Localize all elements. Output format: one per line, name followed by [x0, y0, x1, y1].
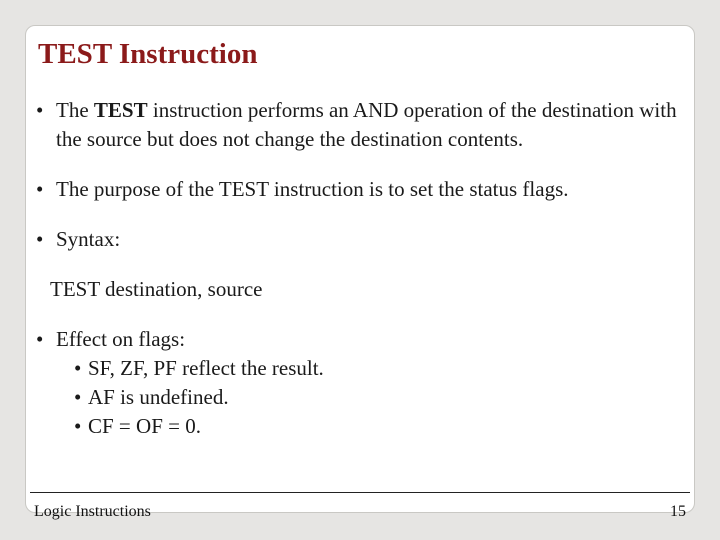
flag-item	[36, 383, 686, 412]
bullet-icon: •	[36, 327, 44, 351]
bullet-syntax	[36, 225, 686, 254]
footer-divider	[30, 492, 690, 493]
effect-heading: Effect on flags:	[56, 327, 186, 351]
bullet-purpose	[36, 175, 686, 204]
flag-item	[36, 412, 686, 441]
bullet-icon: •	[74, 414, 82, 438]
slide-body	[36, 96, 686, 441]
bullet-icon: •	[74, 356, 82, 380]
bullet-icon: •	[36, 98, 44, 122]
bullet-test-description	[36, 96, 686, 154]
flag-item-text: CF = OF = 0.	[88, 414, 201, 438]
syntax-line: TEST destination, source	[50, 277, 263, 301]
flag-item-text: AF is undefined.	[88, 385, 229, 409]
syntax-heading: Syntax:	[56, 227, 121, 251]
bullet-icon: •	[74, 385, 82, 409]
bullet-effect-on-flags	[36, 325, 686, 354]
footer-title: Logic Instructions	[34, 503, 151, 520]
bullet-icon: •	[36, 177, 44, 201]
test-description-text: instruction performs an AND operation of the destination with the source but does not change the destination contents.	[56, 98, 677, 151]
bullet-icon: •	[36, 227, 44, 251]
purpose-text: The purpose of the TEST instruction is to set the status flags.	[56, 177, 569, 201]
flag-item-text: SF, ZF, PF reflect the result.	[88, 356, 324, 380]
page-number: 15	[670, 503, 686, 520]
test-description-prefix: The	[56, 98, 94, 122]
slide	[25, 25, 695, 520]
test-keyword: TEST	[93, 98, 148, 122]
flag-item	[36, 354, 686, 383]
slide-title: TEST Instruction	[38, 38, 258, 70]
